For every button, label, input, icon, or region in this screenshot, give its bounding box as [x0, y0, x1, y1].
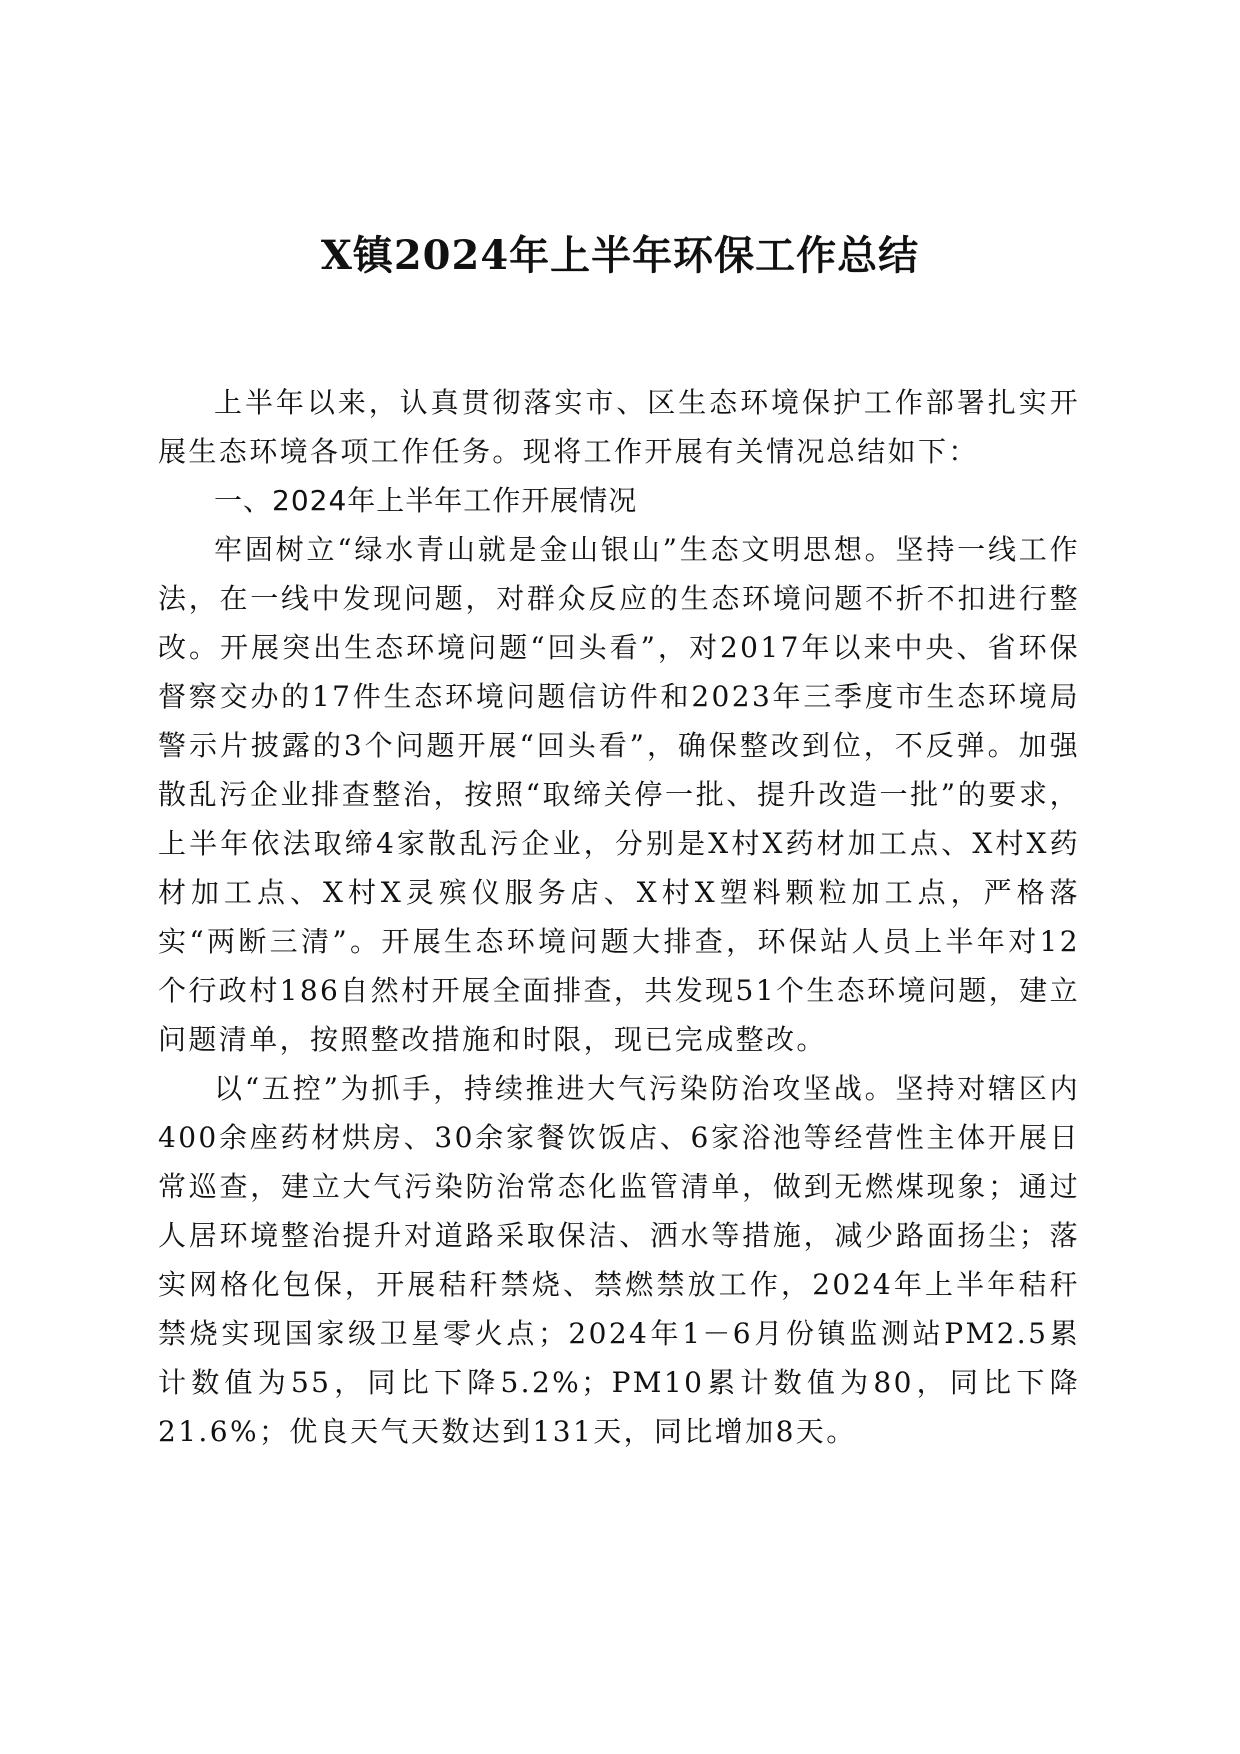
section-heading: 一、2024年上半年工作开展情况: [214, 484, 638, 517]
intro-paragraph: 上半年以来，认真贯彻落实市、区生态环境保护工作部署扎实开展生态环境各项工作任务。现将工作开展有关情况总结如下：: [158, 386, 1080, 468]
body-paragraph: 以“五控”为抓手，持续推进大气污染防治攻坚战。坚持对辖区内400余座药材烘房、30余家餐饮饭店、6家浴池等经营性主体开展日常巡查，建立大气污染防治常态化监管清单，做到无燃煤现象；通过人居环境整治提升对道路采取保洁、洒水等措施，减少路面扬尘；落实网格化包保，开展秸秆禁烧、禁燃禁放工作，2024年上半年秸秆禁烧实现国家级卫星零火点；2024年1－6月份镇监测站PM2.5累计数值为55，同比下降5.2%；PM10累计数值为80，同比下降21.6%；优良天气天数达到131天，同比增加8天。: [158, 1072, 1080, 1448]
body-paragraph: 牢固树立“绿水青山就是金山银山”生态文明思想。坚持一线工作法，在一线中发现问题，对群众反应的生态环境问题不折不扣进行整改。开展突出生态环境问题“回头看”，对2017年以来中央、省环保督察交办的17件生态环境问题信访件和2023年三季度市生态环境局警示片披露的3个问题开展“回头看”，确保整改到位，不反弹。加强散乱污企业排查整治，按照“取缔关停一批、提升改造一批”的要求，上半年依法取缔4家散乱污企业，分别是X村X药材加工点、X村X药材加工点、X村X灵殡仪服务店、X村X塑料颗粒加工点，严格落实“两断三清”。开展生态环境问题大排查，环保站人员上半年对12个行政村186自然村开展全面排查，共发现51个生态环境问题，建立问题清单，按照整改措施和时限，现已完成整改。: [158, 533, 1080, 1056]
document-title: X镇2024年上半年环保工作总结: [320, 232, 920, 279]
document-body: [158, 378, 1080, 1456]
